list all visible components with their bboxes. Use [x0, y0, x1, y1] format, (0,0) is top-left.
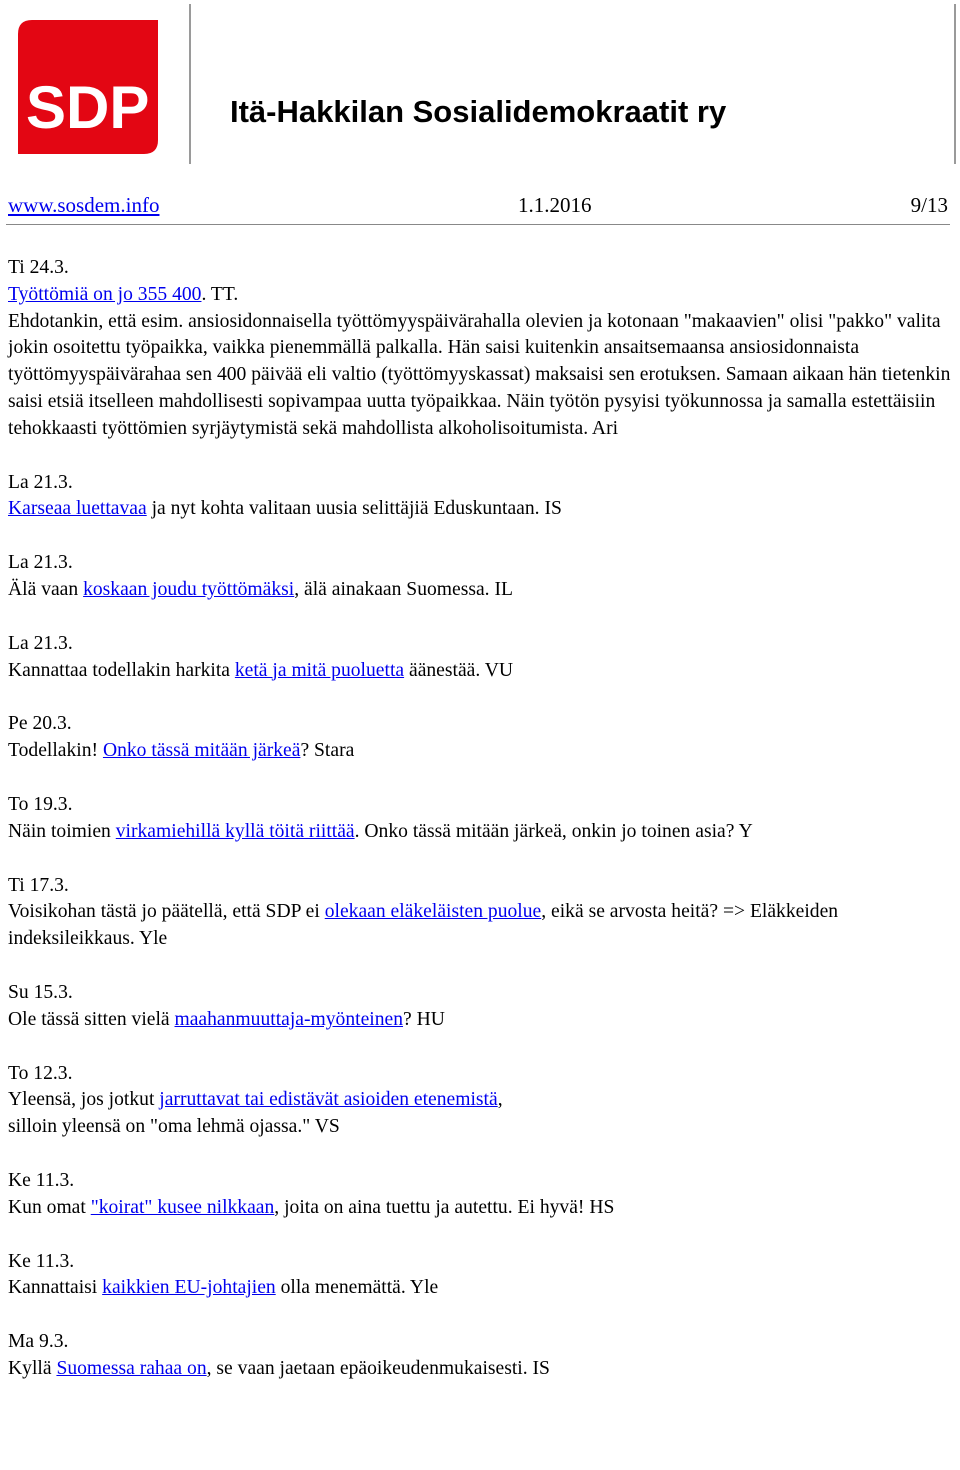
entry-text-segment: Näin toimien [8, 820, 116, 842]
news-entry [8, 1168, 952, 1222]
entry-text-segment: Kannattaa todellakin harkita [8, 659, 235, 681]
entry-text [8, 1007, 952, 1034]
entry-link[interactable]: kaikkien EU-johtajien [102, 1277, 276, 1299]
page-header [0, 0, 960, 168]
header-divider-right [954, 4, 956, 164]
entry-link[interactable]: virkamiehillä kyllä töitä riittää [115, 820, 355, 842]
entry-text-segment: Todellakin! [8, 740, 103, 762]
entry-date: Ti 24.3. [8, 257, 69, 278]
entry-text [8, 738, 952, 765]
entry-text [8, 1114, 952, 1141]
news-entry [8, 255, 952, 443]
entry-link[interactable]: "koirat" kusee nilkkaan [90, 1196, 275, 1218]
entry-date: To 12.3. [8, 1062, 73, 1084]
news-entry [8, 1061, 952, 1141]
entry-text [8, 658, 952, 685]
entry-text-segment: Ole tässä sitten vielä [8, 1008, 175, 1030]
page-number: 9/13 [910, 193, 948, 217]
entry-date: Ti 17.3. [8, 874, 69, 896]
news-entry [8, 873, 952, 953]
organization-title: Itä-Hakkilan Sosialidemokraatit ry [230, 94, 727, 129]
document-date: 1.1.2016 [518, 193, 592, 217]
entry-date: Su 15.3. [8, 981, 73, 1003]
entry-text-segment: Kun omat [8, 1196, 91, 1218]
entry-text-segment: ja nyt kohta valitaan uusia selittäjiä Eduskuntaan. IS [146, 498, 562, 520]
entry-text-segment: . Onko tässä mitään järkeä, onkin jo toinen asia? Y [354, 820, 753, 842]
entry-date: La 21.3. [8, 552, 73, 574]
entry-text-segment: Yleensä, jos jotkut [8, 1089, 160, 1111]
entry-text-segment: ? Stara [300, 740, 355, 762]
entry-text [8, 1087, 952, 1114]
entry-date: La 21.3. [8, 471, 73, 493]
entry-text-segment: Kannattaisi [8, 1277, 103, 1299]
entry-text-segment: , [497, 1089, 503, 1111]
entry-link[interactable]: olekaan eläkeläisten puolue [324, 901, 542, 923]
entry-text-segment: , joita on aina tuettu ja autettu. Ei hyvä! HS [274, 1196, 615, 1218]
news-entry [8, 550, 952, 604]
entry-date: Ke 11.3. [8, 1250, 75, 1272]
entry-text-segment: , älä ainakaan Suomessa. IL [294, 578, 513, 600]
entry-link[interactable]: Karseaa luettavaa [8, 498, 147, 520]
entry-date: La 21.3. [8, 632, 73, 654]
news-entry [8, 631, 952, 685]
entry-date: Ke 11.3. [8, 1169, 75, 1191]
entry-text-segment: silloin yleensä on "oma lehmä ojassa." VS [8, 1116, 340, 1138]
news-entry [8, 470, 952, 524]
entry-link[interactable]: maahanmuuttaja-myönteinen [174, 1008, 404, 1030]
entry-link[interactable]: Työttömiä on jo 355 400 [8, 283, 202, 305]
entry-text [8, 1275, 952, 1302]
logo-text: SDP [26, 74, 150, 141]
entry-text-segment: Voisikohan tästä jo päätellä, että SDP ei [8, 901, 325, 923]
entry-text [8, 899, 952, 953]
entry-link[interactable]: Suomessa rahaa on [56, 1357, 207, 1379]
entry-text [8, 496, 952, 523]
news-entry [8, 792, 952, 846]
entry-text [8, 309, 952, 443]
entry-text-segment: äänestää. VU [404, 659, 514, 681]
website-link[interactable]: www.sosdem.info [8, 193, 160, 217]
entry-text-segment: . TT. [201, 283, 239, 305]
entry-text [8, 1356, 952, 1383]
entry-link[interactable]: jarruttavat tai edistävät asioiden etenemistä [159, 1089, 498, 1111]
entry-link[interactable]: koskaan joudu työttömäksi [83, 578, 295, 600]
news-entry [8, 1329, 952, 1383]
entries-list [8, 255, 952, 1410]
entry-text-segment: Älä vaan [8, 578, 84, 600]
sdp-logo [18, 20, 158, 154]
entry-link[interactable]: Onko tässä mitään järkeä [102, 740, 301, 762]
meta-row [8, 193, 948, 223]
entry-date: To 19.3. [8, 793, 73, 815]
entry-text [8, 1195, 952, 1222]
news-entry [8, 980, 952, 1034]
entry-text-segment: , se vaan jaetaan epäoikeudenmukaisesti. IS [206, 1357, 550, 1379]
entry-date: Ma 9.3. [8, 1331, 69, 1353]
meta-divider [6, 224, 950, 225]
entry-text [8, 577, 952, 604]
header-divider [189, 4, 191, 164]
entry-text-segment: ? HU [403, 1008, 445, 1030]
entry-text [8, 282, 952, 309]
entry-text-segment: olla menemättä. Yle [275, 1277, 439, 1299]
news-entry [8, 1249, 952, 1303]
entry-date: Pe 20.3. [8, 713, 72, 735]
entry-text-segment: Kyllä [8, 1357, 57, 1379]
entry-text-segment: , eikä se arvosta heitä? => Eläkkeiden indeksileikkaus. Yle [8, 901, 839, 950]
entry-link[interactable]: ketä ja mitä puoluetta [234, 659, 405, 681]
news-entry [8, 711, 952, 765]
entry-text [8, 819, 952, 846]
entry-text-segment: Ehdotankin, että esim. ansiosidonnaisella työttömyyspäivärahalla olevien ja kotonaan "makaavien" olisi "pakko" valita jokin osoitettu työpaikka, vaikka pienemmällä palkalla. Hän saisi kuitenkin ansaitsemaansa ansiosidonnaista työttömyyspäivärahaa sen 400 päivää eli valtio (työttömyyskassat) maksaisi sen erotuksen. Samaan aikaan hän tietenkin saisi etsiä itselleen mahdollisesti sopivampaa uutta työpaikkaa. Näin työtön pysyisi työkunnossa ja samalla estettäisiin tehokkaasti työttömien syrjäytymistä sekä mahdollista alkoholisoitumista. Ari [8, 310, 951, 439]
